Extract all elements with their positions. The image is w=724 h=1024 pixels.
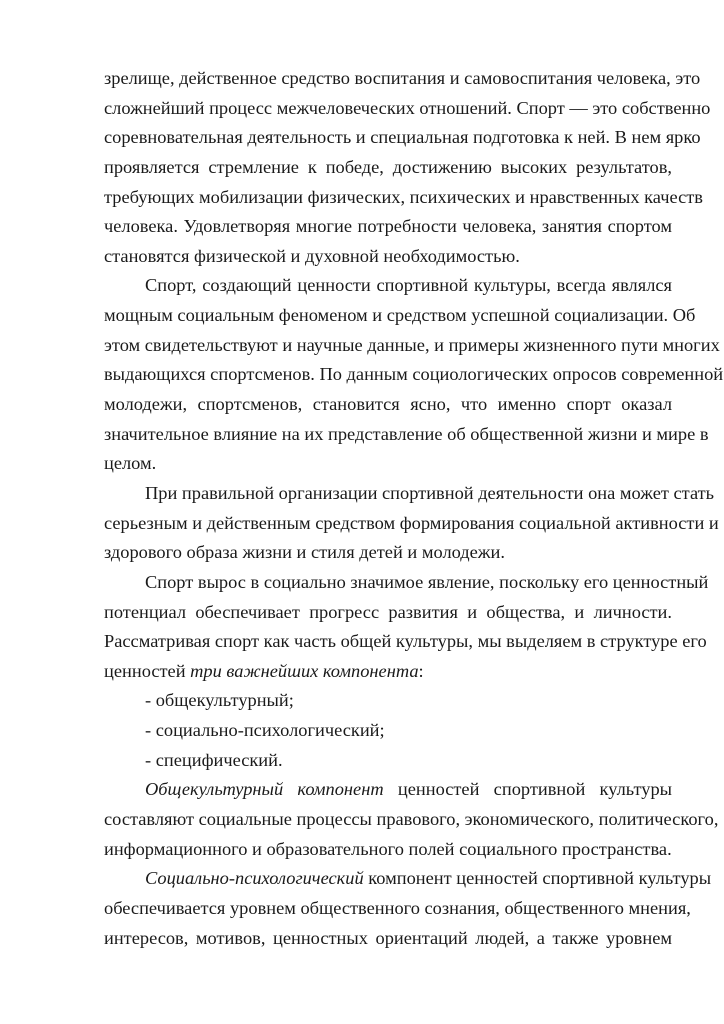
text-line: [104, 894, 691, 924]
text-line: [104, 94, 711, 124]
text-segment: потенциал обеспечивает прогресс развития и общества, и личности.: [104, 601, 672, 622]
text-line: [104, 716, 672, 746]
text-segment: При правильной организации спортивной деятельности она может стать: [145, 482, 715, 503]
text-segment: информационного и образовательного полей социального пространства.: [104, 838, 672, 859]
text-segment: становятся физической и духовной необходимостью.: [104, 245, 520, 266]
text-segment: мощным социальным феноменом и средством успешной социализации. Об: [104, 305, 696, 326]
document-page: [104, 64, 724, 953]
text-line: [104, 775, 672, 805]
text-line: [104, 627, 707, 657]
paragraph-general-cultural: [104, 775, 719, 864]
text-segment: проявляется стремление к победе, достижению высоких результатов,: [104, 156, 672, 177]
text-line: [104, 183, 703, 213]
text-line: [104, 686, 672, 716]
text-segment: - специфический.: [145, 749, 283, 770]
text-segment: Спорт, создающий ценности спортивной культуры, всегда являлся: [145, 275, 672, 296]
text-segment: значительное влияние на их представление об общественной жизни и мире в: [104, 423, 709, 444]
text-segment: здорового образа жизни и стиля детей и молодежи.: [104, 542, 505, 563]
text-segment: компонент ценностей спортивной культуры: [363, 868, 712, 889]
text-line: [104, 420, 709, 450]
text-line: [104, 64, 701, 94]
text-segment: требующих мобилизации физических, психических и нравственных качеств: [104, 186, 703, 207]
text-segment: ценностей: [104, 660, 191, 681]
text-line: [104, 360, 724, 390]
text-line: [104, 479, 715, 509]
text-line: [104, 835, 672, 865]
italic-text: Социально-психологический: [145, 868, 364, 889]
text-segment: целом.: [104, 453, 157, 474]
text-line: [104, 331, 720, 361]
list-item: [104, 686, 672, 716]
text-line: [104, 449, 672, 479]
text-line: [104, 657, 672, 687]
paragraph-socio-psychological: [104, 864, 712, 953]
text-segment: Рассматривая спорт как часть общей культуры, мы выделяем в структуре его: [104, 631, 707, 652]
text-segment: молодежи, спортсменов, становится ясно, что именно спорт оказал: [104, 394, 672, 415]
paragraph-continuation: [104, 64, 711, 271]
text-segment: зрелище, действенное средство воспитания и самовоспитания человека, это: [104, 68, 701, 88]
text-segment: этом свидетельствуют и научные данные, и примеры жизненного пути многих: [104, 334, 720, 355]
text-segment: Спорт вырос в социально значимое явление, поскольку его ценностный: [145, 571, 709, 592]
text-line: [104, 864, 712, 894]
text-segment: сложнейший процесс межчеловеческих отношений. Спорт — это собственно: [104, 97, 711, 118]
paragraph-components-intro: [104, 568, 709, 687]
text-line: [104, 123, 701, 153]
text-segment: выдающихся спортсменов. По данным социологических опросов современной: [104, 364, 724, 385]
text-segment: интересов, мотивов, ценностных ориентаций людей, а также уровнем: [104, 927, 672, 948]
paragraph-organization: [104, 479, 719, 568]
text-line: [104, 924, 672, 954]
text-line: [104, 805, 719, 835]
text-line: [104, 598, 672, 628]
text-line: [104, 746, 672, 776]
text-segment: человека. Удовлетворяя многие потребности человека, занятия спортом: [104, 216, 672, 237]
list-item: [104, 746, 672, 776]
text-line: [104, 242, 672, 272]
list-item: [104, 716, 672, 746]
text-segment: :: [418, 660, 424, 681]
text-segment: - общекультурный;: [145, 690, 294, 711]
italic-text: Общекультурный компонент: [145, 779, 384, 800]
text-line: [104, 390, 672, 420]
text-segment: соревновательная деятельность и специальная подготовка к ней. В нем ярко: [104, 127, 701, 148]
text-segment: - социально-психологический;: [145, 720, 385, 741]
text-line: [104, 271, 672, 301]
text-segment: серьезным и действенным средством формирования социальной активности и: [104, 512, 719, 533]
paragraph-sport-values: [104, 271, 724, 478]
text-line: [104, 509, 719, 539]
text-line: [104, 153, 672, 183]
text-segment: составляют социальные процессы правового, экономического, политического,: [104, 809, 719, 830]
text-line: [104, 301, 696, 331]
italic-text: три важнейших компонента: [190, 660, 419, 681]
text-line: [104, 212, 672, 242]
text-line: [104, 538, 672, 568]
text-segment: обеспечивается уровнем общественного сознания, общественного мнения,: [104, 897, 691, 918]
text-segment: ценностей спортивной культуры: [383, 779, 672, 800]
text-line: [104, 568, 709, 598]
